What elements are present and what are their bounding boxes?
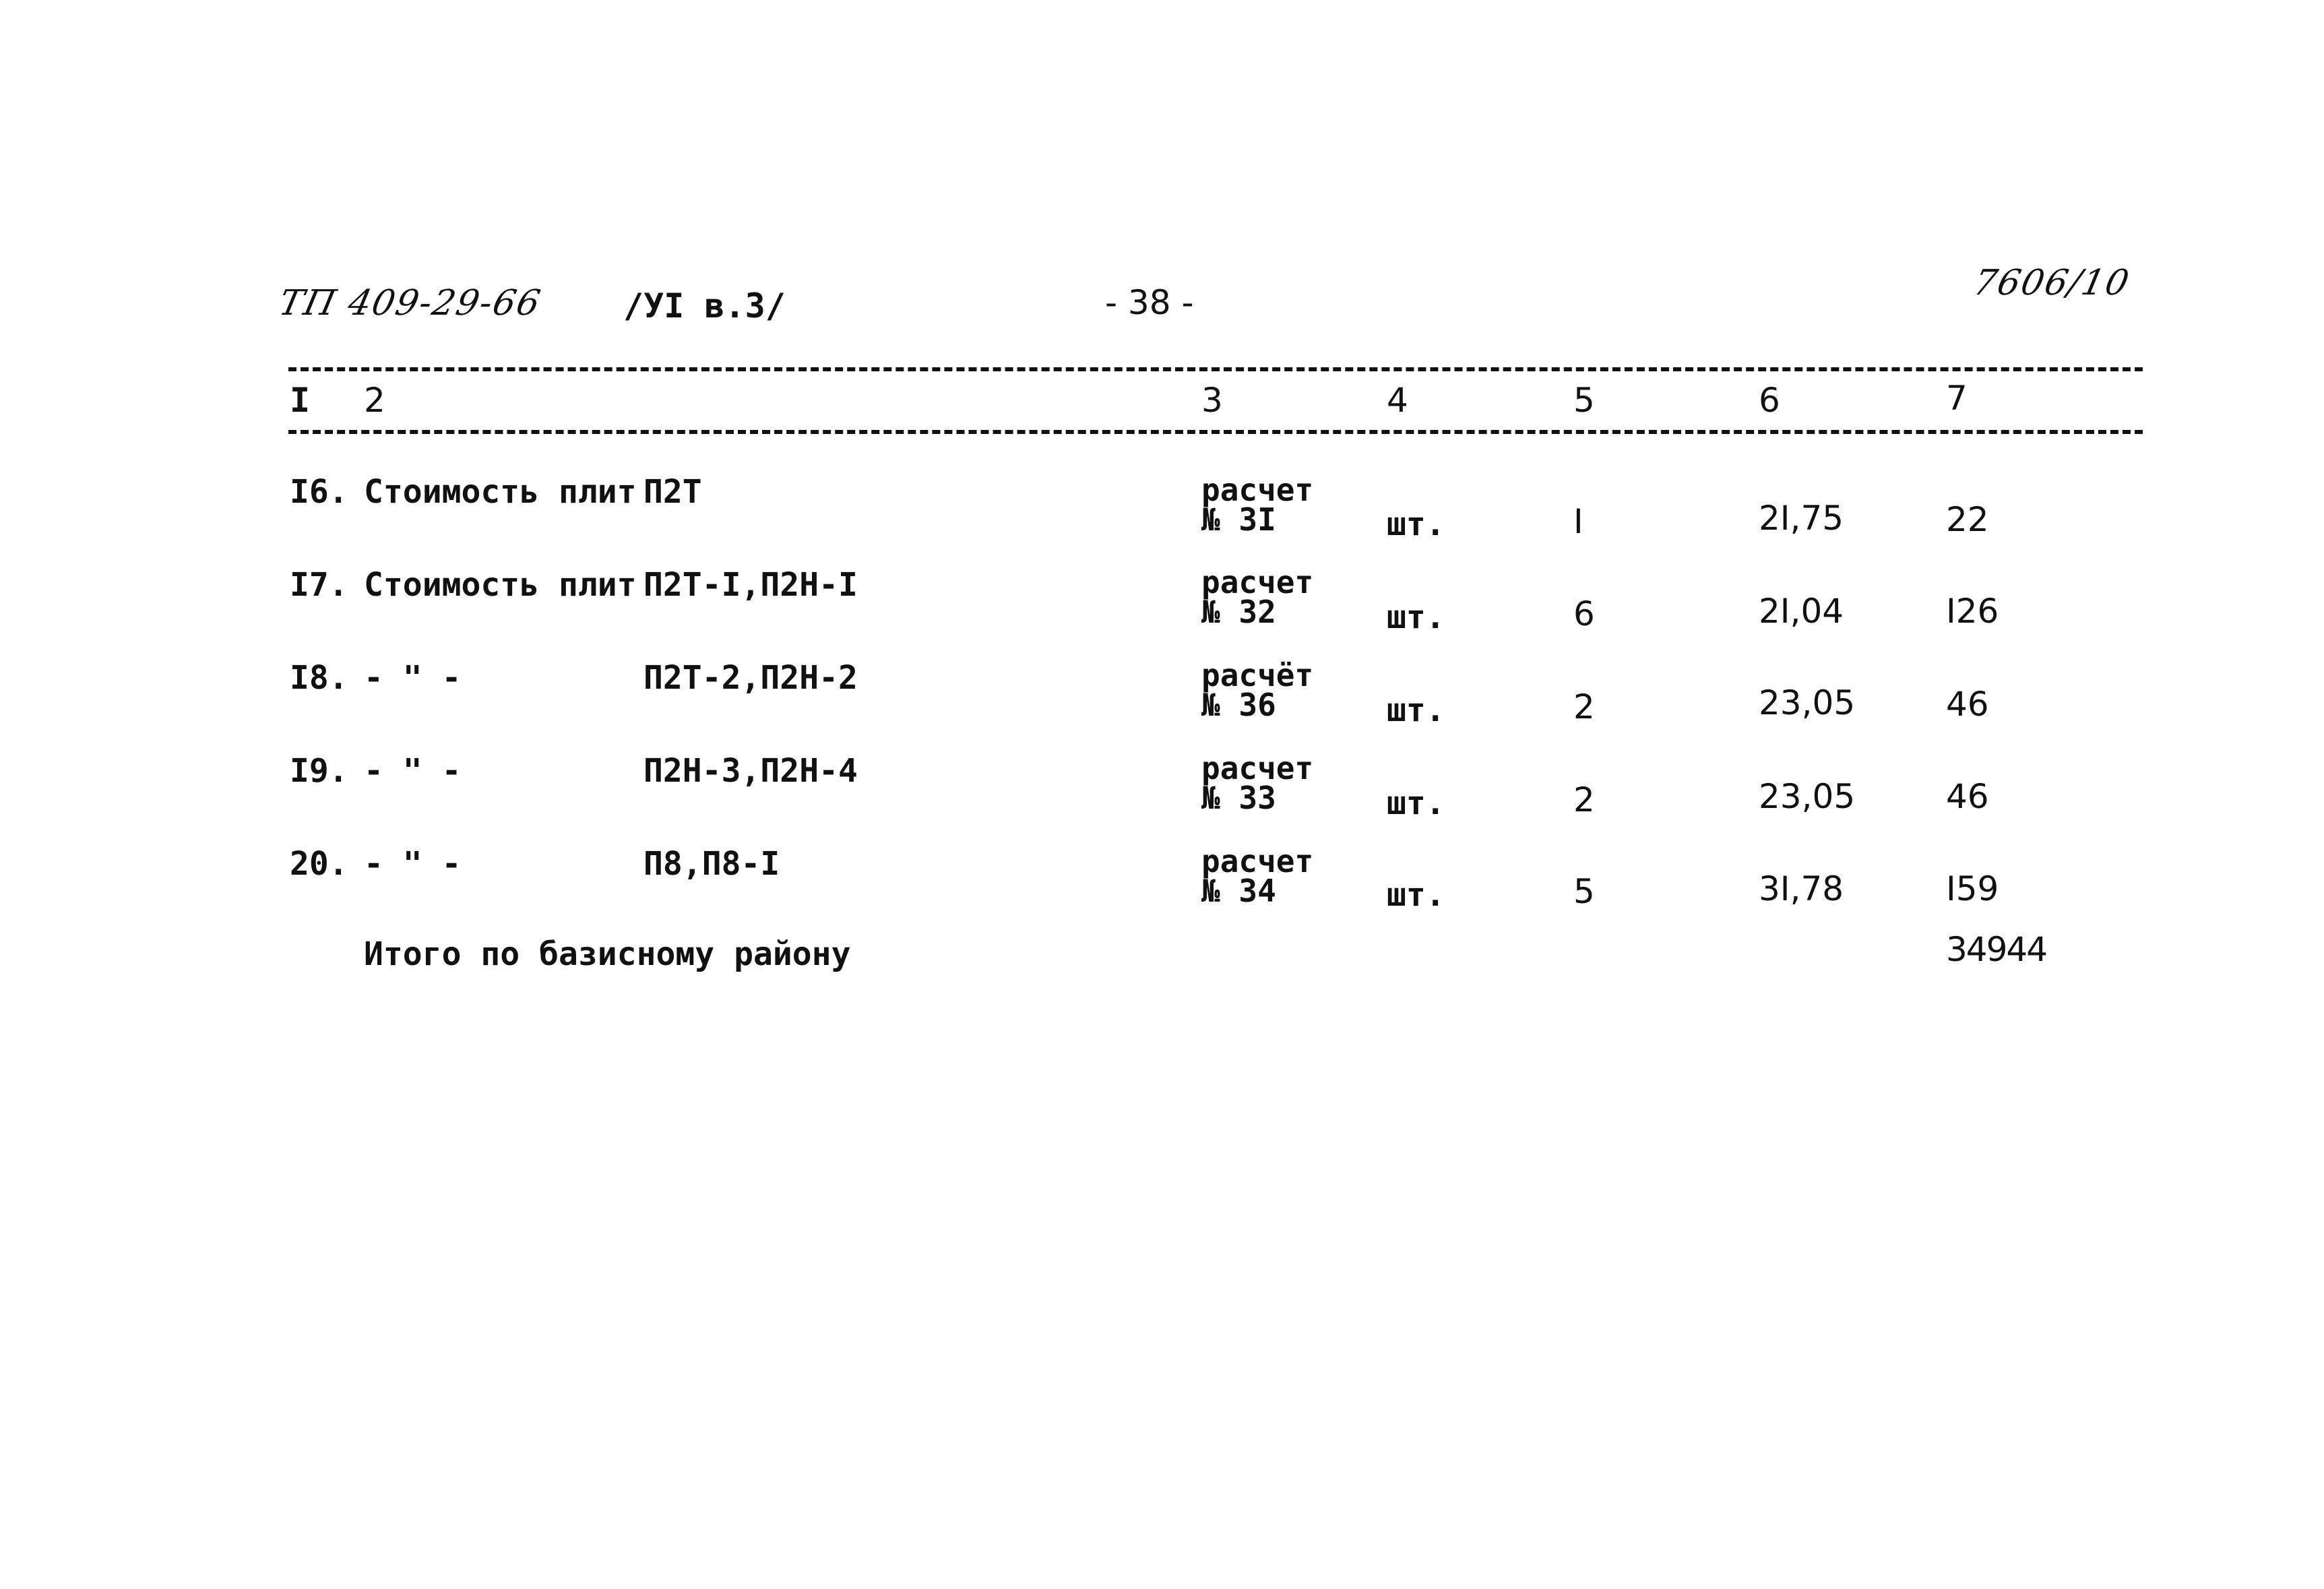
total-cost: I59 xyxy=(1946,869,1999,908)
row-number: I9. xyxy=(290,752,348,790)
table-header-rule xyxy=(288,430,2143,434)
unit: шт. xyxy=(1387,876,1445,914)
unit: шт. xyxy=(1387,784,1445,822)
page-number: - 38 - xyxy=(1105,283,1194,322)
unit: шт. xyxy=(1387,691,1445,729)
item-name: Стоимость плит xyxy=(364,566,637,604)
calc-word: расчет xyxy=(1201,472,1314,508)
unit-price: 2I,75 xyxy=(1759,499,1844,538)
quantity: I xyxy=(1573,502,1583,541)
item-name: - " - xyxy=(364,845,462,883)
unit-price: 2I,04 xyxy=(1759,592,1844,631)
item-code: П2Т xyxy=(643,473,702,511)
calc-reference xyxy=(1201,564,1314,630)
quantity: 6 xyxy=(1573,594,1595,633)
item-code: П8,П8-I xyxy=(643,845,780,883)
unit-price: 3I,78 xyxy=(1759,869,1844,908)
calc-word: расчет xyxy=(1201,564,1314,600)
column-number-3: 3 xyxy=(1201,381,1223,420)
item-name: - " - xyxy=(364,659,462,697)
calc-word: расчет xyxy=(1201,843,1314,879)
volume-label: /УI в.3/ xyxy=(623,286,786,325)
item-code: П2Т-I,П2Н-I xyxy=(643,566,858,604)
calc-reference xyxy=(1201,472,1314,538)
total-cost: 46 xyxy=(1946,685,1989,724)
unit: шт. xyxy=(1387,598,1445,636)
calc-reference xyxy=(1201,657,1314,723)
column-number-7: 7 xyxy=(1946,379,1968,418)
quantity: 2 xyxy=(1573,687,1595,726)
summary-total: 34944 xyxy=(1946,930,2047,969)
calc-number: № 32 xyxy=(1201,594,1276,630)
column-number-1: I xyxy=(290,381,311,420)
total-cost: I26 xyxy=(1946,592,1999,631)
calc-number: № 34 xyxy=(1201,873,1276,909)
item-code: П2Н-3,П2Н-4 xyxy=(643,752,858,790)
total-cost: 22 xyxy=(1946,500,1989,539)
column-number-2: 2 xyxy=(364,381,385,420)
archive-number: 7606/10 xyxy=(1970,263,2134,303)
total-cost: 46 xyxy=(1946,777,1989,816)
quantity: 5 xyxy=(1573,872,1595,911)
document-code: ТП 409-29-66 xyxy=(275,283,545,323)
row-number: 20. xyxy=(290,845,348,883)
calc-reference xyxy=(1201,843,1314,909)
item-name: Стоимость плит xyxy=(364,473,637,511)
row-number: I6. xyxy=(290,473,348,511)
calc-number: № 3I xyxy=(1201,501,1276,538)
item-name: - " - xyxy=(364,752,462,790)
calc-number: № 36 xyxy=(1201,687,1276,723)
unit-price: 23,05 xyxy=(1759,777,1856,816)
summary-label: Итого по базисному району xyxy=(364,935,851,973)
calc-number: № 33 xyxy=(1201,780,1276,816)
column-number-4: 4 xyxy=(1387,381,1408,420)
quantity: 2 xyxy=(1573,780,1595,819)
item-code: П2Т-2,П2Н-2 xyxy=(643,659,858,697)
unit: шт. xyxy=(1387,505,1445,543)
column-number-6: 6 xyxy=(1759,381,1780,420)
table-top-rule xyxy=(288,367,2143,371)
row-number: I8. xyxy=(290,659,348,697)
row-number: I7. xyxy=(290,566,348,604)
calc-reference xyxy=(1201,750,1314,816)
unit-price: 23,05 xyxy=(1759,683,1856,722)
column-number-5: 5 xyxy=(1573,381,1595,420)
calc-word: расчёт xyxy=(1201,657,1314,693)
calc-word: расчет xyxy=(1201,750,1314,786)
